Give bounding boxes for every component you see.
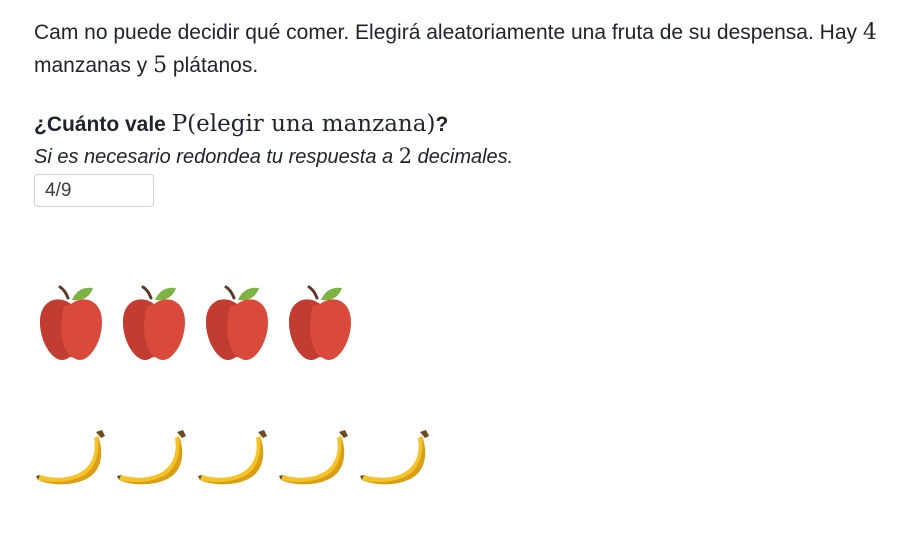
hint-decimal-count: 2	[398, 144, 413, 168]
intro-text-1: Cam no puede decidir qué comer. Elegirá aleatoriamente una fruta de su despensa. Hay	[34, 21, 857, 44]
apple-count: 4	[862, 20, 877, 45]
banana-icon	[36, 426, 109, 488]
question	[34, 109, 894, 140]
banana-icon	[117, 426, 190, 488]
apple-icon	[204, 284, 270, 362]
problem-statement	[34, 16, 894, 82]
banana-icon	[279, 426, 352, 488]
banana-icon	[360, 426, 433, 488]
answer-input[interactable]	[34, 174, 154, 207]
banana-count: 5	[153, 53, 168, 78]
apple-icon	[38, 284, 104, 362]
intro-text-2: manzanas y	[34, 54, 148, 77]
question-suffix: ?	[435, 113, 449, 136]
apple-icon	[287, 284, 353, 362]
apple-icon	[121, 284, 187, 362]
banana-icon	[198, 426, 271, 488]
probability-expression: P(elegir una manzana)	[171, 111, 436, 137]
question-prefix: ¿Cuánto vale	[34, 113, 166, 136]
banana-row	[36, 426, 433, 488]
exercise-content	[34, 16, 894, 207]
hint-text-1: Si es necesario redondea tu respuesta a	[34, 146, 394, 168]
hint-text-2: decimales.	[417, 146, 514, 168]
intro-text-3: plátanos.	[172, 54, 259, 77]
apple-row	[38, 284, 353, 362]
rounding-hint	[34, 140, 894, 173]
